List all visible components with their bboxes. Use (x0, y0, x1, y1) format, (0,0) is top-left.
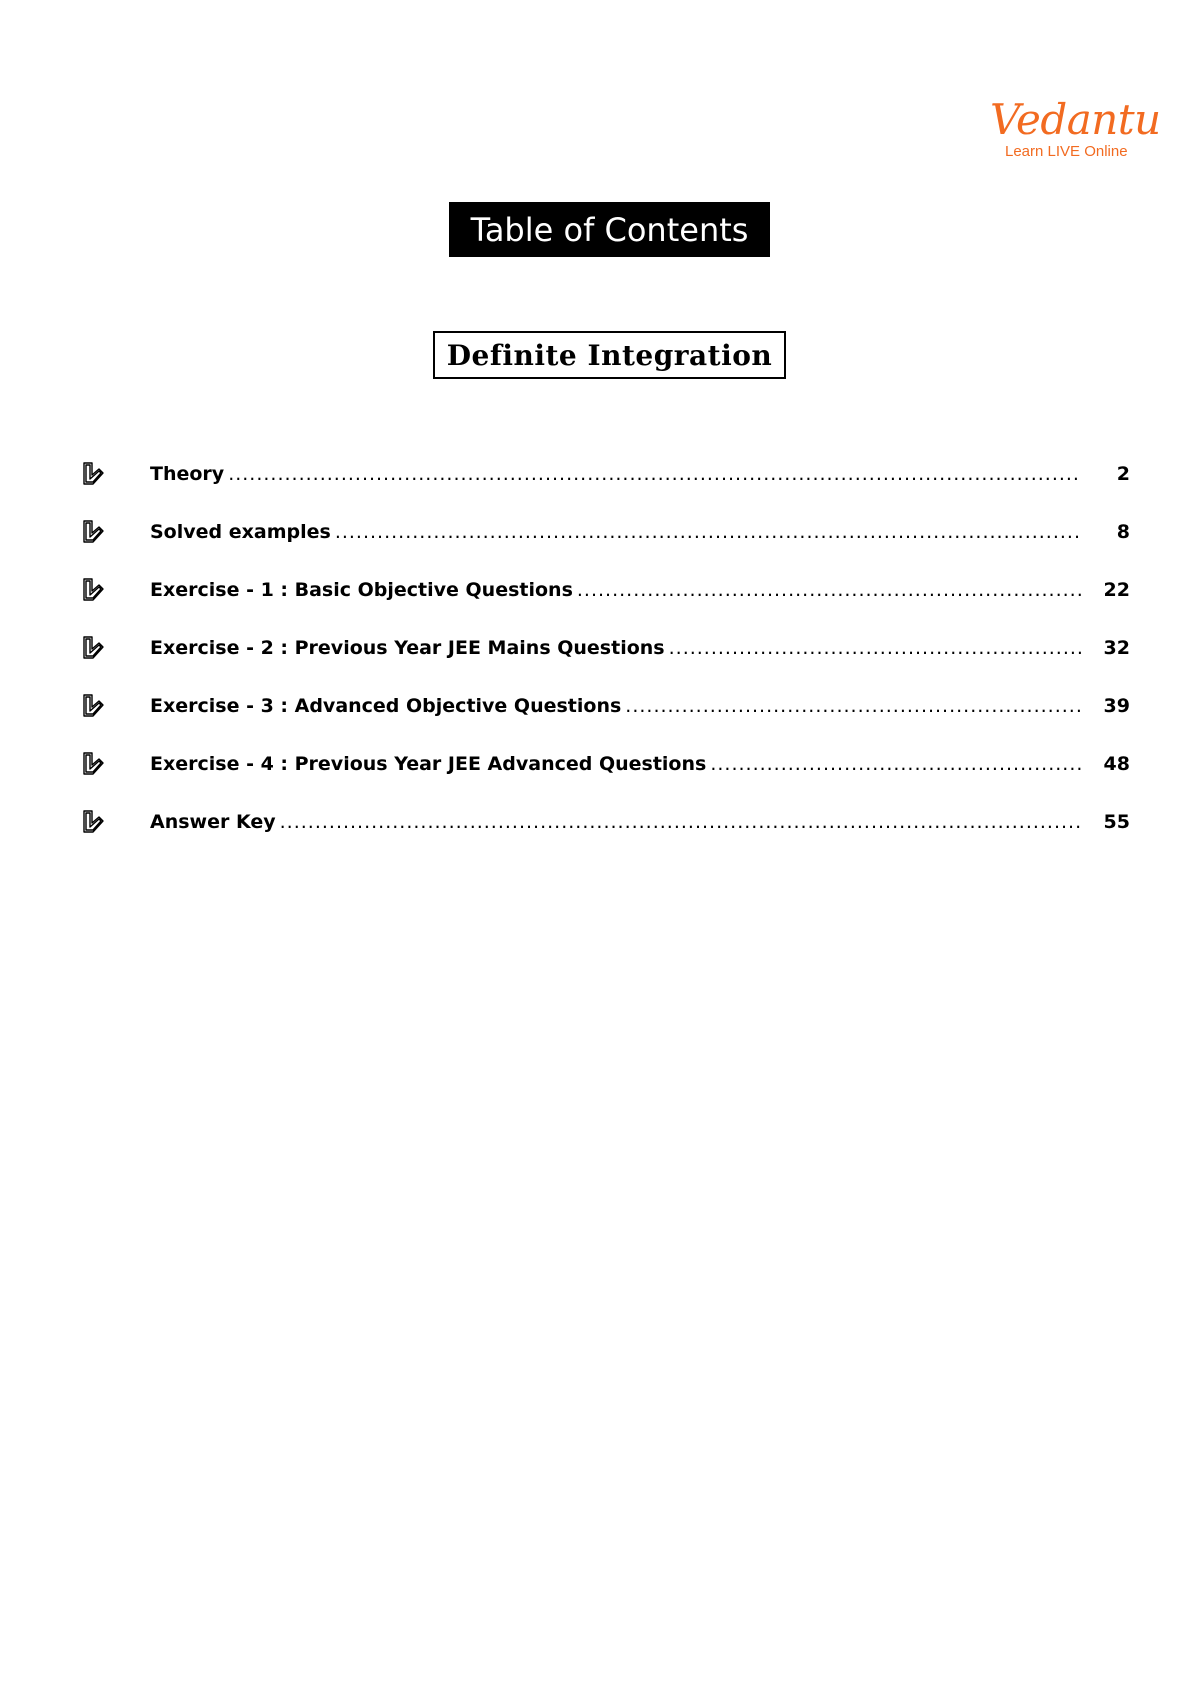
toc-entry-page: 48 (1103, 753, 1130, 775)
logo-tagline: Learn LIVE Online (1005, 143, 1128, 160)
toc-entry-title: Answer Key (150, 811, 276, 833)
toc-entry-page: 22 (1103, 579, 1130, 601)
dot-leader (228, 463, 1082, 485)
toc-entry[interactable] (80, 625, 1130, 683)
toc-entry[interactable] (80, 509, 1130, 567)
dot-leader (335, 521, 1082, 543)
toc-entry-title: Exercise - 1 : Basic Objective Questions (150, 579, 573, 601)
toc-entry[interactable] (80, 741, 1130, 799)
toc-entry[interactable] (80, 567, 1130, 625)
hollow-arrow-icon (80, 576, 110, 606)
toc-entry[interactable] (80, 799, 1130, 857)
hollow-arrow-icon (80, 750, 110, 780)
toc-entry-page: 32 (1103, 637, 1130, 659)
subject-title: Definite Integration (433, 331, 786, 379)
toc-entry[interactable] (80, 683, 1130, 741)
page-title: Table of Contents (449, 202, 770, 257)
toc-entry[interactable] (80, 451, 1130, 509)
hollow-arrow-icon (80, 460, 110, 490)
dot-leader (710, 753, 1082, 775)
toc-entry-title: Solved examples (150, 521, 331, 543)
dot-leader (669, 637, 1082, 659)
dot-leader (280, 811, 1082, 833)
vedantu-logo (990, 95, 1161, 168)
toc-entry-title: Exercise - 3 : Advanced Objective Questions (150, 695, 622, 717)
dot-leader (577, 579, 1082, 601)
table-of-contents (80, 451, 1130, 857)
toc-entry-title: Exercise - 2 : Previous Year JEE Mains Questions (150, 637, 665, 659)
hollow-arrow-icon (80, 634, 110, 664)
hollow-arrow-icon (80, 692, 110, 722)
dot-leader (625, 695, 1082, 717)
logo-wordmark: Vedantu (990, 95, 1161, 144)
toc-entry-page: 39 (1103, 695, 1130, 717)
toc-entry-title: Theory (150, 463, 225, 485)
hollow-arrow-icon (80, 518, 110, 548)
toc-entry-page: 8 (1116, 521, 1130, 543)
toc-entry-page: 2 (1116, 463, 1130, 485)
toc-entry-page: 55 (1103, 811, 1130, 833)
hollow-arrow-icon (80, 808, 110, 838)
toc-entry-title: Exercise - 4 : Previous Year JEE Advanced Questions (150, 753, 707, 775)
